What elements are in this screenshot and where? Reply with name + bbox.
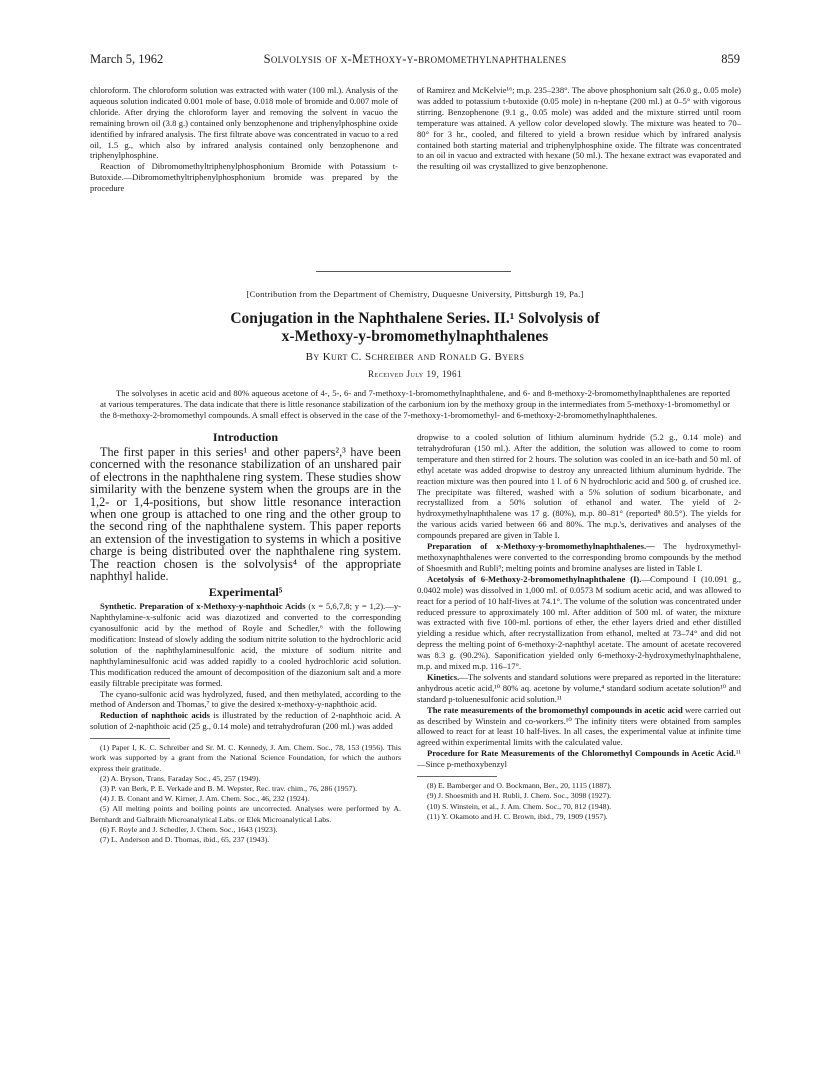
reduction-heading: Reduction of naphthoic acids (100, 710, 210, 721)
rate-measurements-heading: The rate measurements of the bromomethyl compounds in acetic acid (427, 704, 683, 715)
footnote: (3) P. van Berk, P. E. Verkade and B. M. Wepster, Rec. trav. chim., 76, 286 (1957). (100, 783, 358, 793)
paragraph: Reaction of Dibromomethyltriphenylphosphonium Bromide with Potassium t-Butoxide.—Dibromomethyltriphenylphosphonium bromide was prepared by the procedure (90, 161, 398, 194)
synthetic-heading: Synthetic. Preparation of x-Methoxy-y-naphthoic Acids (100, 601, 306, 612)
paragraph: is illustrated by the reduction of 2-naphthoic acid. A solution of 2-naphthoic acid (25 g., 0.14 mole) and tetrahydrofuran (200 ml.) was added (90, 710, 401, 732)
paragraph: —Compound I (10.091 g., 0.0402 mole) was dissolved in 1,000 ml. of 0.0573 M sodium acetic acid, and was allowed to react for a period of 10 half-lives at 74.1°. The volume of the solution was concentrated under reduced pressure to approximately 100 ml. After addition of 500 ml. of water, the mixture was extracted with five 100-ml. portions of ether, the ether layers dried and ether distilled yielding a residue which, after recrystallization from ethanol, melted at 73–74° and did not depress the melting point of 6-methoxy-2-naphthyl acetate. The amount of acetate recovered was 8.3 g. (90.2%). Saponification yielded only 6-methoxy-2-hydroxymethylnaphthalene, m.p. and mixed m.p. 116–17°. (417, 573, 741, 672)
footnote: (1) Paper I, K. C. Schreiber and Sr. M. C. Kennedy, J. Am. Chem. Soc., 78, 153 (1956). This work was supported by a grant from the National Science Foundation, for which the authors express their gratitude. (90, 743, 401, 773)
experimental-heading: Experimental⁵ (208, 585, 283, 600)
footnote: (9) J. Shoesmith and H. Rubli, J. Chem. Soc., 3098 (1927). (427, 791, 612, 801)
paragraph: —The solvents and standard solutions were prepared as reported in the literature: anhydrous acetic acid,¹⁰ 80% aq. acetone by volume,⁴ standard sodium acetate solution¹⁰ and standard p-toluenesulfonic acid solution.¹¹ (417, 671, 741, 704)
top-left-column (90, 85, 398, 194)
page-number: 859 (721, 52, 740, 66)
article-title (90, 310, 740, 346)
paragraph: ¹¹—Since p-methoxybenzyl (417, 748, 741, 770)
top-right-column (417, 85, 741, 172)
left-body-column (90, 432, 401, 845)
section-divider (316, 271, 511, 272)
paragraph: chloroform. The chloroform solution was extracted with water (100 ml.). Analysis of the aqueous solution indicated 0.001 mole of base, 0.018 mole of bromide and 0.007 mole of chloride. After drying the chloroform layer and removing the solvent in vacuo the remaining brown oil (3.8 g.) contained only benzophenone and triphenylphosphine oxide identified by infrared analysis. The first filtrate above was concentrated in vacuo to a red oil, 1.5 g., which also by infrared analysis contained only benzophenone and triphenylphosphine. (90, 85, 398, 161)
abstract: The solvolyses in acetic acid and 80% aqueous acetone of 4-, 5-, 6- and 7-methoxy-1-bromomethylnaphthalene, and 6- and 8-methoxy-2-bromomethylnaphthalenes are reported at various temperatures. The data indicate that there is little resonance stabilization of the carbonium ion by the methoxy group in the intermediates from 5-methoxy-1-bromomethyl or the 8-methoxy-2-bromomethyl compounds. A small effect is observed in the case of the 7-methoxy-1-bromomethyl- and 6-methoxy-2-bromomethylnaphthalenes. (100, 388, 730, 420)
footnote: (6) F. Royle and J. Schedler, J. Chem. Soc., 1643 (1923). (100, 824, 278, 834)
kinetics-heading: Kinetics. (427, 671, 460, 682)
page-header (90, 52, 740, 68)
procedure-heading: Procedure for Rate Measurements of the Chloromethyl Compounds in Acetic Acid. (427, 748, 736, 759)
acetolysis-heading: Acetolysis of 6-Methoxy-2-bromomethylnaphthalene (I). (427, 573, 642, 584)
preparation-heading: Preparation of x-Methoxy-y-bromomethylnaphthalenes.— (427, 541, 655, 552)
footnote: (7) L. Anderson and D. Thomas, ibid., 65, 237 (1943). (100, 834, 270, 844)
footnote: (4) J. B. Conant and W. Kirner, J. Am. Chem. Soc., 46, 232 (1924). (100, 794, 310, 804)
introduction-text: The first paper in this series¹ and other papers²,³ have been concerned with the resonance stabilization of an unshared pair of electrons in the naphthalene ring system. These studies show similarity with the benzene system when the groups are in the 1,2- or 1,4-positions, but show little resonance interaction when one group is attached to one ring and the other group to the second ring of the naphthalene system. This paper reports an extension of the investigation to systems in which a positive charge is being distributed over the naphthalene ring system. The reaction chosen is the solvolysis⁴ of the appropriate naphthyl halide. (90, 444, 401, 583)
footnote: (10) S. Winstein, et al., J. Am. Chem. Soc., 70, 812 (1948). (427, 801, 612, 811)
introduction-heading: Introduction (212, 430, 279, 444)
contribution-line: [Contribution from the Department of Chemistry, Duquesne University, Pittsburgh 19, Pa.] (246, 289, 584, 299)
footnote-divider (90, 738, 170, 739)
title-line-2: x-Methoxy-y-bromomethylnaphthalenes (281, 328, 549, 345)
footnote: (8) E. Bamberger and O. Bockmann, Ber., 20, 1115 (1887). (427, 781, 612, 791)
footnote-divider (417, 776, 497, 777)
right-body-column (417, 432, 741, 822)
paragraph: The cyano-sulfonic acid was hydrolyzed, fused, and then methylated, according to the method of Anderson and Thomas,⁷ to give the desired x-methoxy-y-naphthoic acid. (90, 688, 401, 710)
paragraph: The hydroxymethyl-methoxynaphthalenes were converted to the corresponding bromo compounds by the method of Shoesmith and Rubli⁹; melting points and bromine analyses are listed in Table I. (417, 541, 741, 573)
authors: By Kurt C. Schreiber and Ronald G. Byers (305, 351, 525, 363)
footnote: (2) A. Bryson, Trans. Faraday Soc., 45, 257 (1949). (100, 773, 261, 783)
paragraph: were carried out as described by Winstein and co-workers.¹⁰ The infinity titers were obtained from samples allowed to react for at least 10 half-lives. In all cases, the experimental value at infinite time agreed within experimental limits with the calculated value. (417, 704, 742, 748)
running-title: Solvolysis of x-Methoxy-y-bromomethylnaphthalenes (263, 52, 567, 66)
title-line-1: Conjugation in the Naphthalene Series. II.¹ Solvolysis of (230, 310, 600, 327)
footnote: (5) All melting points and boiling points are uncorrected. Analyses were performed by A. Bernhardt and Galbraith Microanalytical Labs. or Elek Microanalytical Labs. (90, 804, 401, 824)
footnote: (11) Y. Okamoto and H. C. Brown, ibid., 79, 1909 (1957). (427, 811, 608, 821)
issue-date: March 5, 1962 (90, 52, 164, 66)
paragraph: of Ramirez and McKelvie¹⁶; m.p. 235–238°. The above phosphonium salt (26.0 g., 0.05 mole) was added to potassium t-butoxide (0.05 mole) in n-heptane (200 ml.) at 0–5° with vigorous stirring. Benzophenone (9.1 g., 0.05 mole) was added and the mixture stirred until room temperature was attained. A yellow color developed slowly. The mixture was heated to 70–80° for 3 hr., cooled, and filtered to yield a brown residue which by infrared analysis contained both starting material and triphenylphosphine oxide. The filtrate was concentrated to an oil in vacuo and extracted with hexane (50 ml.). The hexane extract was evaporated and the resulting oil was crystallized to give benzophenone. (417, 85, 741, 172)
paragraph: (x = 5,6,7,8; y = 1,2).—y-Naphthylamine-x-sulfonic acid was diazotized and converted to the corresponding cyanosulfonic acid by the method of Royle and Schedler,⁶ with the following modification: Instead of slowly adding the sodium nitrite solution to the hydrochloric acid solution of the naphthylaminesulfonic acid, the mixture of sodium nitrite and naphthylaminesulfonic acid was added rapidly to a cooled hydrochloric acid solution. This modification reduced the amount of decomposition of the diazonium salt and a more easily filtrable precipitate was formed. (90, 601, 401, 688)
received-date: Received July 19, 1961 (368, 369, 462, 379)
paragraph: dropwise to a cooled solution of lithium aluminum hydride (5.2 g., 0.14 mole) and tetrahydrofuran (150 ml.). After the addition, the solution was allowed to come to room temperature and then stirred for 2 hours. The solution was cooled in an ice-bath and 50 ml. of ethyl acetate was added dropwise to destroy any unreacted lithium aluminum hydride. The reaction mixture was then poured into 1 l. of 6 N hydrochloric acid and 500 g. of crushed ice. The precipitate was filtered, washed with a 5% solution of sodium bicarbonate, and recrystallized from a 50% solution of ethanol and water. The yield of 2-hydroxymethylnaphthalene was 17 g. (80%), m.p. 80–81° (reported⁸ 80.5°). The yields for the various acids varied between 66 and 80%. The m.p.'s, derivatives and analyses of the compounds prepared are given in Table I. (417, 432, 741, 541)
